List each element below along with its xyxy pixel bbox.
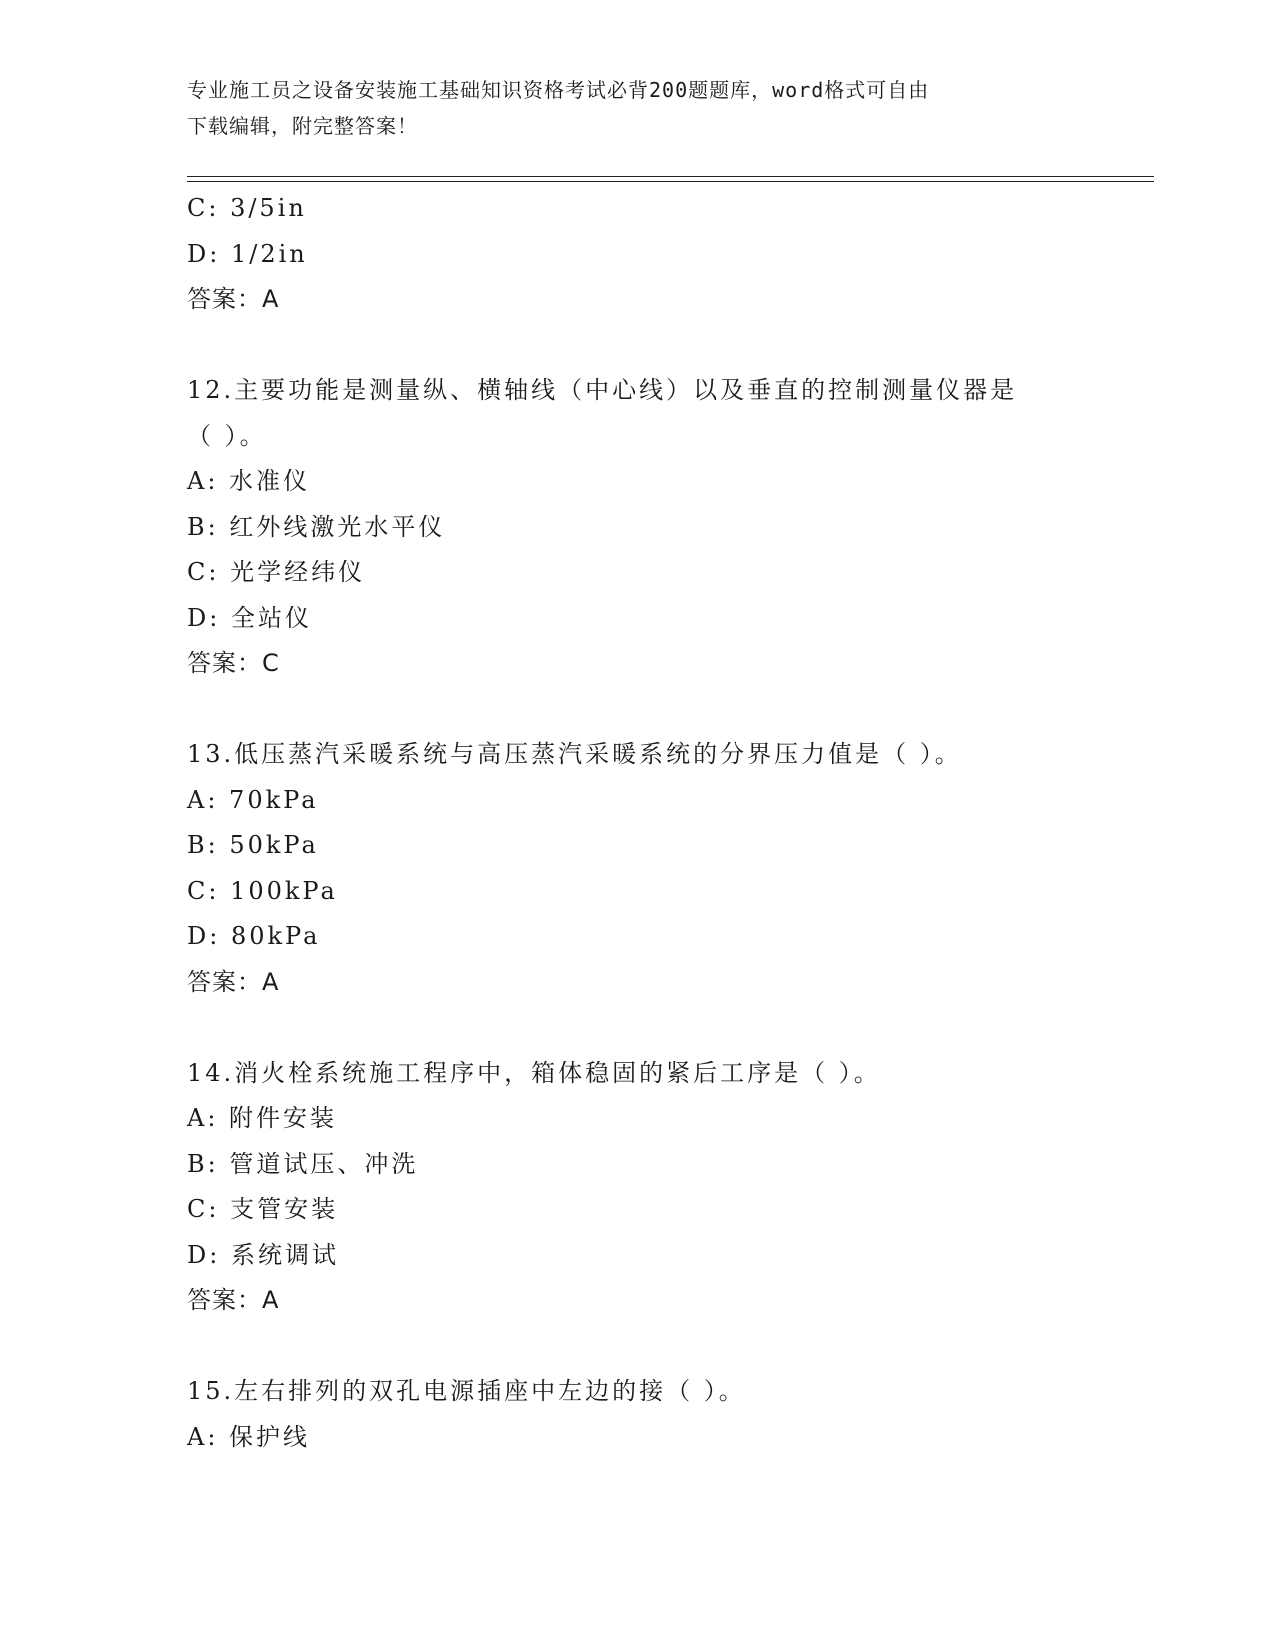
question-13 bbox=[187, 732, 1087, 1005]
option-b: B: 管道试压、冲洗 bbox=[187, 1149, 419, 1178]
question-12 bbox=[187, 368, 1087, 687]
question-list bbox=[187, 186, 1087, 1460]
header-divider-top bbox=[187, 176, 1154, 177]
question-11-continuation bbox=[187, 186, 1087, 323]
spacer bbox=[187, 1005, 1087, 1051]
option-c: C: 光学经纬仪 bbox=[187, 558, 366, 586]
option-d: D: 全站仪 bbox=[187, 603, 312, 632]
option-b: B: 50kPa bbox=[187, 831, 319, 859]
option-c: C: 100kPa bbox=[187, 876, 338, 905]
option-c: C: 3/5in bbox=[187, 194, 307, 222]
spacer bbox=[187, 323, 1087, 369]
question-stem: 15.左右排列的双孔电源插座中左边的接（ ）。 bbox=[187, 1377, 746, 1405]
question-stem: 12.主要功能是测量纵、横轴线（中心线）以及垂直的控制测量仪器是 bbox=[187, 376, 1018, 404]
question-stem: 14.消火栓系统施工程序中，箱体稳固的紧后工序是（ ）。 bbox=[187, 1058, 881, 1087]
spacer bbox=[187, 1324, 1087, 1370]
document-header bbox=[187, 72, 1067, 144]
header-title-line1: 专业施工员之设备安装施工基础知识资格考试必背200题题库，word格式可自由 bbox=[187, 78, 930, 102]
option-a: A: 附件安装 bbox=[187, 1104, 338, 1132]
option-b: B: 红外线激光水平仪 bbox=[187, 512, 446, 541]
answer-line: 答案：C bbox=[187, 649, 280, 677]
answer-line: 答案：A bbox=[187, 967, 280, 996]
question-14 bbox=[187, 1051, 1087, 1324]
header-divider-bottom bbox=[187, 181, 1154, 182]
option-a: A: 70kPa bbox=[187, 785, 319, 814]
option-d: D: 系统调试 bbox=[187, 1240, 339, 1269]
option-d: D: 80kPa bbox=[187, 922, 321, 950]
spacer bbox=[187, 687, 1087, 733]
question-15 bbox=[187, 1369, 1087, 1460]
header-title-line2: 下载编辑，附完整答案！ bbox=[187, 114, 418, 138]
option-d: D: 1/2in bbox=[187, 239, 308, 268]
answer-line: 答案：A bbox=[187, 1286, 280, 1314]
option-a: A: 保护线 bbox=[187, 1422, 311, 1451]
option-c: C: 支管安装 bbox=[187, 1195, 339, 1223]
question-stem-continued: （ ）。 bbox=[187, 421, 267, 450]
answer-line: 答案：A bbox=[187, 285, 280, 313]
option-a: A: 水准仪 bbox=[187, 467, 311, 495]
question-stem: 13.低压蒸汽采暖系统与高压蒸汽采暖系统的分界压力值是（ ）。 bbox=[187, 740, 962, 768]
